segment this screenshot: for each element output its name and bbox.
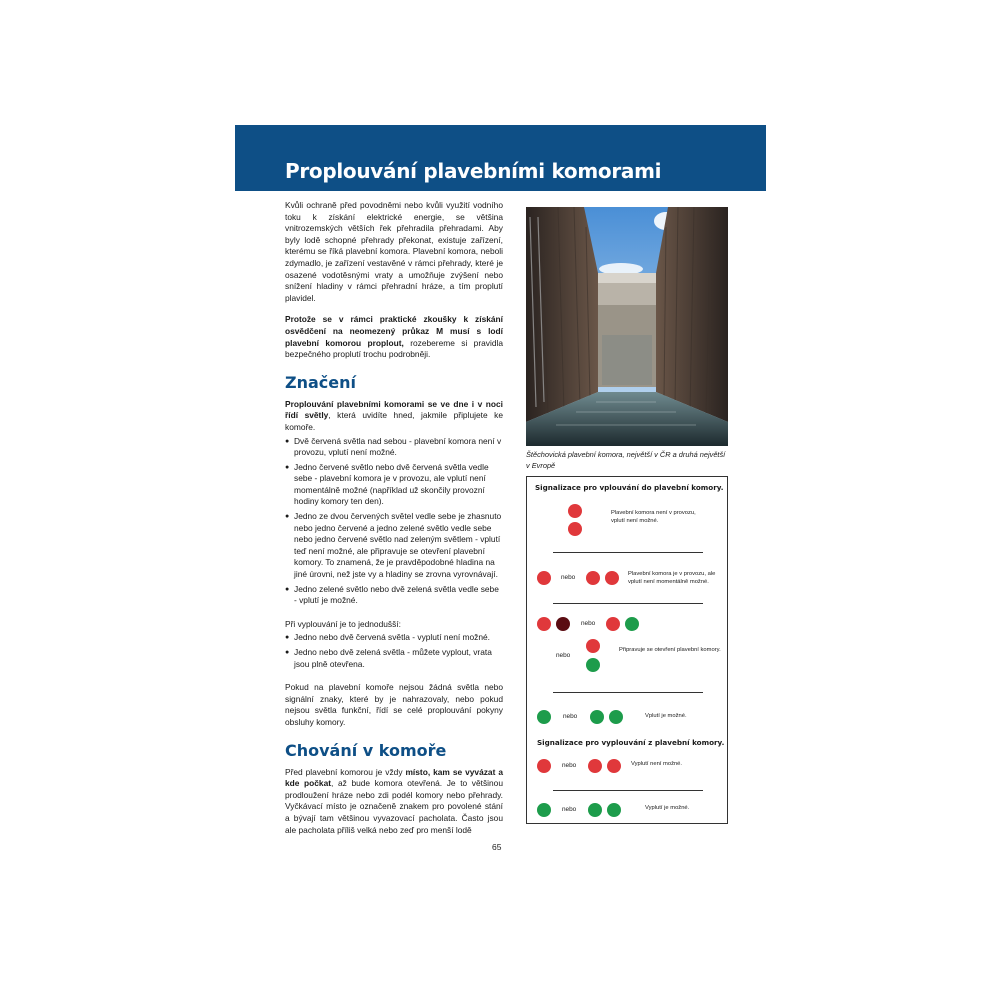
divider (553, 603, 703, 604)
title-banner (235, 125, 766, 191)
marking-lead-text: , která uvidíte hned, jakmile připlujete ke komoře. (285, 410, 503, 432)
divider (553, 790, 703, 791)
or-label: nebo (563, 713, 578, 720)
lock-photo (526, 207, 728, 446)
red-light-icon (606, 617, 620, 631)
exit-rules-list (285, 632, 503, 670)
list-item: ● Jedno červené světlo nebo dvě červená světla vedle sebe - plavební komora je v provozu, ale vplutí není momentálně možné (například už skončily provozní hodiny komory ten den). (285, 462, 503, 508)
entry-rules-list (285, 436, 503, 607)
green-light-icon (590, 710, 604, 724)
green-light-icon (588, 803, 602, 817)
red-light-icon (586, 639, 600, 653)
intro-paragraph: Kvůli ochraně před povodněmi nebo kvůli využití vodního toku k získání elektrické energie, se většina vnitrozemských větších řek přehradila přehradami. Aby byly lodě schopné přehrady překonat, existuje zařízení, kterému se říká plavební komora. Plavební komora, neboli zdymadlo, je zařízení vestavěné v rámci přehrady, které je osazené vodotěsnými vraty a umožňuje zvýšení nebo snížení hladiny v rámci přehradní hráze, a tím proplutí plavidel. (285, 200, 503, 303)
red-light-icon (588, 759, 602, 773)
no-lights-note: Pokud na plavební komoře nejsou žádná světla nebo signální znaky, které by je nahrazovaly, nebo pokud nejsou světla funkční, řídí se celé proplouvání pokyny obsluhy komory. (285, 682, 503, 727)
red-light-icon (607, 759, 621, 773)
or-label: nebo (561, 574, 576, 581)
green-light-icon (625, 617, 639, 631)
green-light-icon (537, 710, 551, 724)
behaviour-bold-text: místo, kam se vyvázat a kde počkat (285, 766, 503, 789)
list-item: ● Jedno nebo dvě červená světla - vyplutí není možné. (285, 632, 503, 644)
page-title: Proplouvání plavebními komorami (285, 159, 662, 183)
signal-description: Plavební komora není v provozu, vplutí není možné. (611, 510, 696, 524)
or-label: nebo (581, 620, 596, 627)
signal-description: Připravuje se otevření plavební komory. (619, 647, 721, 653)
green-light-icon (609, 710, 623, 724)
red-light-icon (586, 571, 600, 585)
list-item: ● Jedno ze dvou červených světel vedle sebe je zhasnuto nebo jedno červené a jedno zelené světlo vedle sebe nebo jedno červené světlo nad zeleným světlem - vplutí teď není možné, ale připravuje se otevření plavební komory. To znamená, že je pravděpodobné hladina na jiné úrovni, než jste vy a hladiny se zrovna vyrovnávají. (285, 511, 503, 581)
red-light-icon (537, 571, 551, 585)
exam-bold-text: Protože se v rámci praktické zkoušky k získání osvědčení na neomezený průkaz M musí s lodí plavební komorou proplout, (285, 314, 503, 348)
behaviour-paragraph (285, 767, 503, 837)
signal-description: Plavební komora je v provozu, ale vplutí není momentálně možné. (628, 571, 716, 585)
section-heading-behaviour: Chování v komoře (285, 740, 447, 760)
exit-signals-title: Signalizace pro vyplouvání z plavební komory. (537, 738, 725, 747)
red-light-icon (537, 617, 551, 631)
main-text-column (285, 200, 503, 846)
green-light-icon (586, 658, 600, 672)
signal-description: Vyplutí je možné. (645, 805, 690, 811)
exit-lead: Při vyplouvání je to jednodušší: (285, 618, 401, 629)
photo-caption: Štěchovická plavební komora, největší v ČR a druhá největší v Evropě (526, 450, 726, 470)
or-label: nebo (562, 806, 577, 813)
red-light-icon (605, 571, 619, 585)
unlit-red-light-icon (556, 617, 570, 631)
section-heading-marking: Značení (285, 372, 356, 392)
signal-diagram-box (526, 476, 728, 824)
behaviour-text-start: Před plavební komorou je vždy (285, 766, 406, 777)
exam-paragraph (285, 314, 503, 360)
red-light-icon (568, 522, 582, 536)
entry-signals-title: Signalizace pro vplouvání do plavební komory. (535, 483, 724, 492)
exam-text: rozebereme si pravidla bezpečného proplutí trochu podrobněji. (285, 337, 503, 360)
signal-description: Vyplutí není možné. (631, 761, 683, 767)
or-label: nebo (556, 652, 571, 659)
or-label: nebo (562, 762, 577, 769)
divider (553, 692, 703, 693)
green-light-icon (537, 803, 551, 817)
red-light-icon (537, 759, 551, 773)
red-light-icon (568, 504, 582, 518)
list-item: ● Jedno nebo dvě zelená světla - můžete vyplout, vrata jsou plně otevřena. (285, 647, 503, 670)
marking-lead-bold: Proplouvání plavebními komorami se ve dne i v noci řídí světly (285, 398, 503, 421)
behaviour-text-rest: , až bude komora otevřená. Je to většinou prodloužení hráze nebo zdi podél komory nebo přehrady. Vyčkávací místo je označeně znakem pro povolené stání a bývají tam většinou vyvazovací pacholata. Často jsou ale pacholata příliš velká nebo zeď pro menší lodě (285, 778, 503, 835)
list-item: ● Dvě červená světla nad sebou - plavební komora není v provozu, vplutí není možné. (285, 436, 503, 459)
signal-description: Vplutí je možné. (645, 713, 687, 719)
list-item: ● Jedno zelené světlo nebo dvě zelená světla vedle sebe - vplutí je možné. (285, 584, 503, 607)
green-light-icon (607, 803, 621, 817)
marking-lead (285, 399, 503, 434)
page-number: 65 (492, 842, 502, 852)
divider (553, 552, 703, 553)
